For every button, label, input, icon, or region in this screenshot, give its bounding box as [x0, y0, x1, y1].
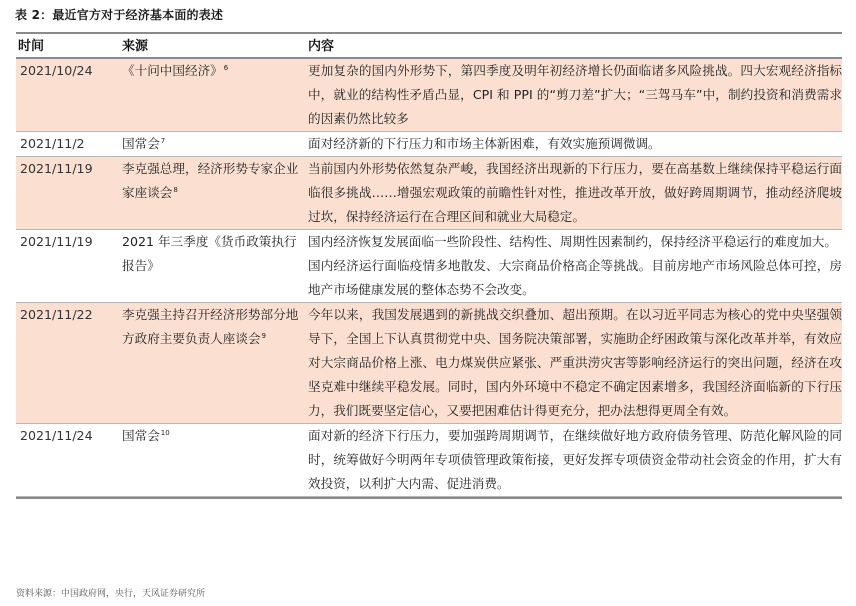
- table-caption: 表 2：最近官方对于经济基本面的表述: [15, 8, 224, 22]
- row-source-cell: [120, 58, 308, 132]
- footnote-marker: 7: [160, 137, 166, 145]
- row-content-cell: [308, 303, 842, 424]
- row-source: 李克强主持召开经济形势部分地方政府主要负责人座谈会: [122, 307, 299, 346]
- row-source-cell: [120, 157, 308, 230]
- footnote-marker: 9: [261, 332, 266, 340]
- row-content-cell: [308, 424, 842, 497]
- row-date: 2021/10/24: [16, 58, 120, 132]
- footnote-marker: 8: [173, 186, 178, 194]
- table-body: [16, 58, 842, 497]
- row-content-cell: [308, 157, 842, 230]
- row-content-paragraph: 国内经济运行面临疫情多地散发、大宗商品价格高企等挑战。目前房地产市场风险总体可控，房地产市场健康发展的整体态势不会改变。: [308, 258, 842, 297]
- row-source: 李克强总理，经济形势专家企业家座谈会: [122, 161, 299, 200]
- row-date: 2021/11/19: [16, 230, 120, 303]
- table-row: [16, 424, 842, 497]
- row-date: 2021/11/22: [16, 303, 120, 424]
- row-source-cell: [120, 424, 308, 497]
- row-content-cell: [308, 58, 842, 132]
- statements-table: [16, 32, 842, 497]
- table-header: [16, 33, 842, 58]
- table-row: [16, 230, 842, 303]
- table-row: [16, 132, 842, 157]
- table-bottom-rule: [16, 497, 842, 499]
- row-content-paragraph: 国内经济恢复发展面临一些阶段性、结构性、周期性因素制约，保持经济平稳运行的难度加大。: [308, 234, 837, 249]
- row-date: 2021/11/2: [16, 132, 120, 157]
- row-date: 2021/11/19: [16, 157, 120, 230]
- row-content-paragraph: 今年以来，我国发展遇到的新挑战交织叠加、超出预期。在以习近平同志为核心的党中央坚强领导下，全国上下认真贯彻党中央、国务院决策部署，实施助企纾困政策与深化改革并举，有效应对大宗商品价格上涨、电力煤炭供应紧张、严重洪涝灾害等影响经济运行的突出问题，经济在攻坚克难中继续平稳发展。同时，国内外环境中不稳定不确定因素增多，我国经济面临新的下行压力，我们既要坚定信心，又要把困难估计得更充分，把办法想得更周全有效。: [308, 307, 842, 418]
- row-source: 国常会: [122, 136, 160, 151]
- footnote-marker: 6: [223, 64, 229, 72]
- row-source-cell: [120, 230, 308, 303]
- row-source-cell: [120, 132, 308, 157]
- row-source: 《十问中国经济》: [122, 63, 223, 78]
- row-content-paragraph: 当前国内外形势依然复杂严峻，我国经济出现新的下行压力，要在高基数上继续保持平稳运行面临很多挑战……增强宏观政策的前瞻性针对性，推进改革开放，做好跨周期调节，推动经济爬坡过坎，保持经济运行在合理区间和就业大局稳定。: [308, 161, 842, 224]
- table-row: [16, 157, 842, 230]
- header-time: 时间: [16, 33, 120, 58]
- row-date: 2021/11/24: [16, 424, 120, 497]
- table-row: [16, 303, 842, 424]
- row-content-paragraph: 更加复杂的国内外形势下，第四季度及明年初经济增长仍面临诸多风险挑战。四大宏观经济指标中，就业的结构性矛盾凸显，CPI 和 PPI 的“剪刀差”扩大；“三驾马车”中，制约投资和消费需求的因素仍然比较多: [308, 63, 842, 126]
- row-source: 国常会: [122, 428, 160, 443]
- table-row: [16, 58, 842, 132]
- header-source: 来源: [120, 33, 308, 58]
- row-content-cell: [308, 132, 842, 157]
- row-content-cell: [308, 230, 842, 303]
- source-note: 资料来源：中国政府网，央行，天风证券研究所: [16, 589, 206, 599]
- row-content-paragraph: 面对经济新的下行压力和市场主体新困难，有效实施预调微调。: [308, 136, 661, 151]
- row-content-paragraph: 面对新的经济下行压力，要加强跨周期调节，在继续做好地方政府债务管理、防范化解风险的同时，统筹做好今明两年专项债管理政策衔接，更好发挥专项债资金带动社会资金的作用，扩大有效投资，以利扩大内需、促进消费。: [308, 428, 842, 491]
- row-source: 2021 年三季度《货币政策执行报告》: [122, 234, 297, 273]
- header-content: 内容: [308, 33, 842, 58]
- row-source-cell: [120, 303, 308, 424]
- footnote-marker: 10: [160, 429, 170, 437]
